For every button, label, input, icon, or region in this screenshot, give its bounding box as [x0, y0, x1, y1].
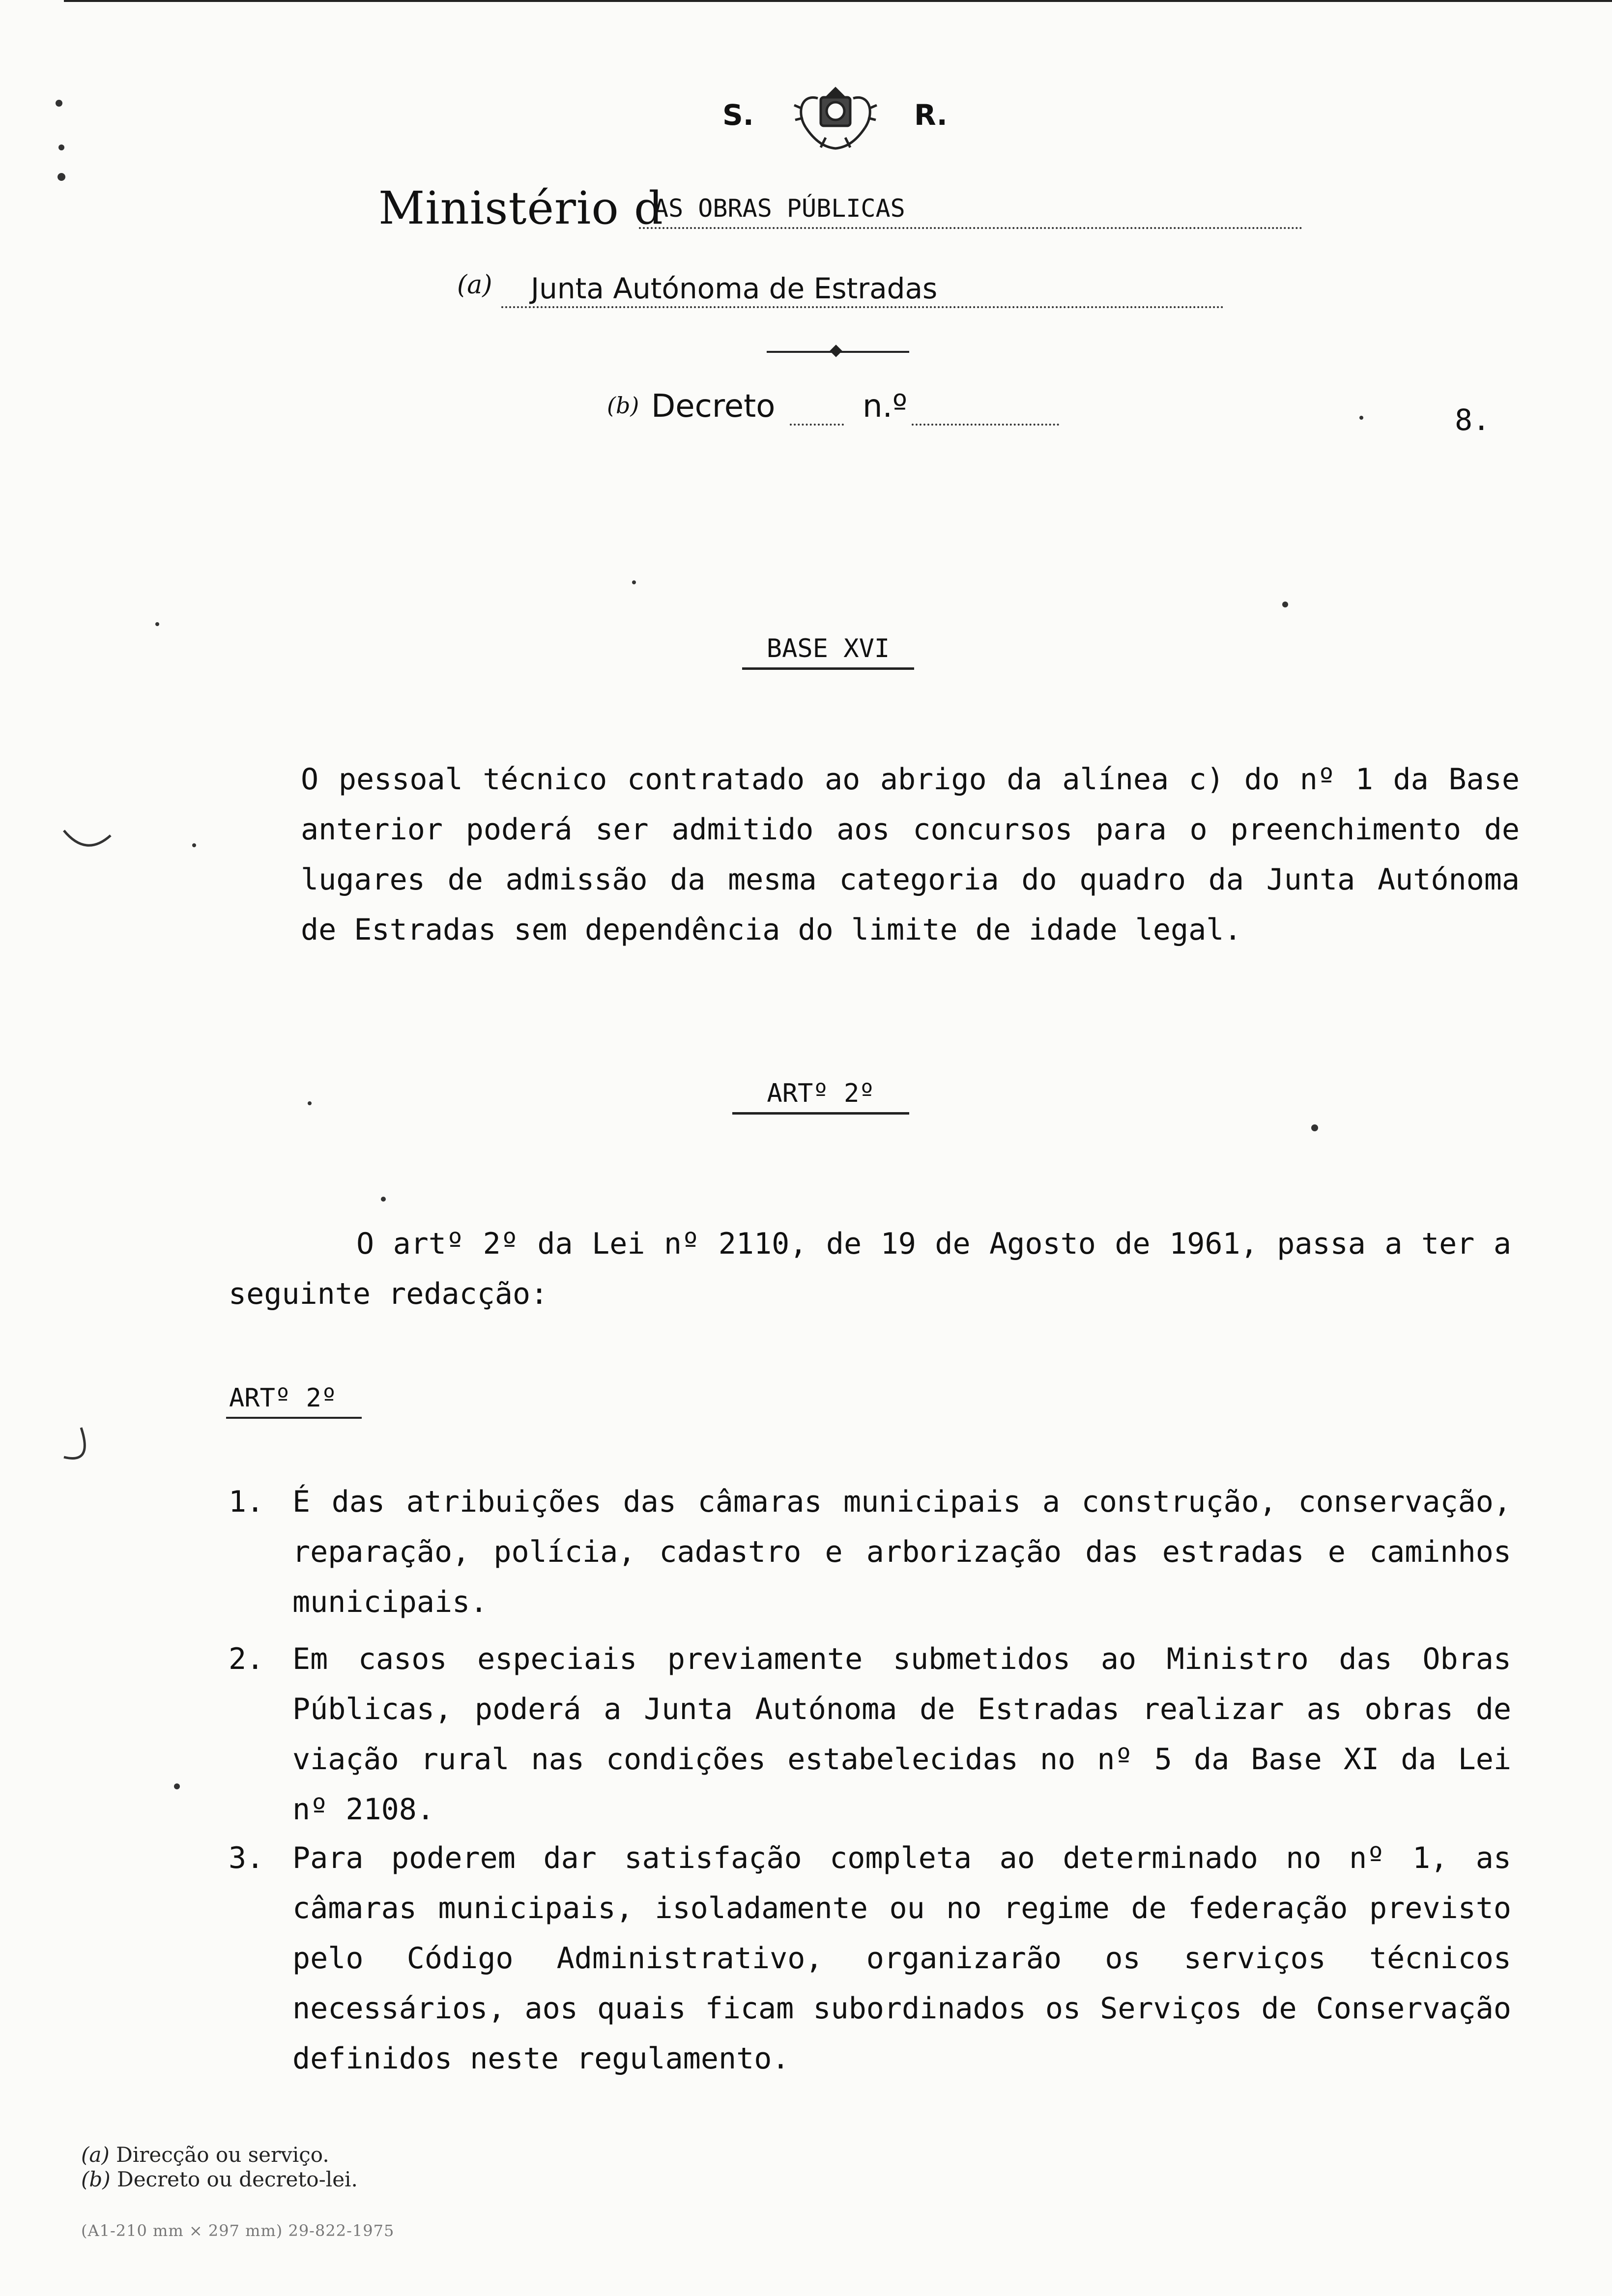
section-heading-article: ARTº 2º [732, 1079, 909, 1115]
list-item-number: 1. [229, 1485, 264, 1519]
list-item-text: Para poderem dar satisfação completa ao determinado no nº 1, as câmaras municipais, isoladamente ou no regime de federação previsto pelo Código Administrativo, organizarão os serviços técnicos necessários, aos quais ficam subordinados os Serviços de Conservação definidos neste regulamento. [292, 1841, 1511, 2076]
ministry-value: AS OBRAS PÚBLICAS [654, 194, 905, 223]
article-sub-heading: ARTº 2º [226, 1383, 362, 1419]
section-heading-base: BASE XVI [742, 634, 914, 670]
list-item-number: 2. [229, 1642, 264, 1676]
base-paragraph: O pessoal técnico contratado ao abrigo da alínea c) do nº 1 da Base anterior poderá ser admitido aos concursos para o preenchimento de lugares de admissão da mesma categoria do quadro da Junta Autónoma de Estradas sem dependência do limite de idade legal. [301, 762, 1520, 947]
footnote-a-text: Direcção ou serviço. [116, 2143, 329, 2167]
service-value: Junta Autónoma de Estradas [531, 272, 938, 305]
footnote-b-marker: (b) [81, 2167, 111, 2191]
footnote-a [81, 2143, 671, 2167]
decree-number-dotted-line [912, 424, 1059, 426]
article-intro-paragraph: O artº 2º da Lei nº 2110, de 19 de Agosto de 1961, passa a ter a seguinte redacção: [229, 1227, 1511, 1311]
decree-marker: (b) [607, 392, 639, 419]
form-code: (A1-210 mm × 297 mm) 29-822-1975 [81, 2221, 395, 2240]
decree-dotted-line [790, 424, 844, 426]
list-item [229, 1833, 1511, 2076]
footnote-b-text: Decreto ou decreto-lei. [117, 2167, 358, 2191]
top-border-line [64, 0, 1612, 2]
crest-emblem-icon [786, 84, 885, 157]
letterhead-sr [722, 84, 968, 157]
list-item-text: Em casos especiais previamente submetidos ao Ministro das Obras Públicas, poderá a Junta Autónoma de Estradas realizar as obras de viação rural nas condições estabelecidas no nº 5 da Base XI da Lei nº 2108. [292, 1642, 1511, 1827]
ministry-label: Ministério d [378, 182, 663, 234]
list-item-text: É das atribuições das câmaras municipais a construção, conservação, reparação, polícia, cadastro e arborização das estradas e caminhos municipais. [292, 1485, 1511, 1619]
decree-line [607, 388, 1059, 432]
ministry-line [378, 182, 1302, 236]
list-item [229, 1634, 1511, 1827]
service-marker: (a) [457, 270, 492, 300]
list-item [229, 1477, 1511, 1634]
service-line [457, 268, 1224, 312]
ornament-divider [767, 346, 909, 356]
footnotes [81, 2143, 671, 2192]
ministry-dotted-line [639, 227, 1302, 229]
letterhead-r: R. [914, 98, 948, 132]
page-number: 8. [1455, 403, 1491, 437]
list-item-number: 3. [229, 1841, 264, 1875]
service-dotted-line [501, 306, 1224, 308]
letterhead-s: S. [722, 98, 754, 132]
footnote-b [81, 2167, 671, 2192]
decree-label: Decreto [651, 388, 776, 425]
footnote-a-marker: (a) [81, 2143, 110, 2167]
decree-number-label: n.º [863, 388, 908, 425]
